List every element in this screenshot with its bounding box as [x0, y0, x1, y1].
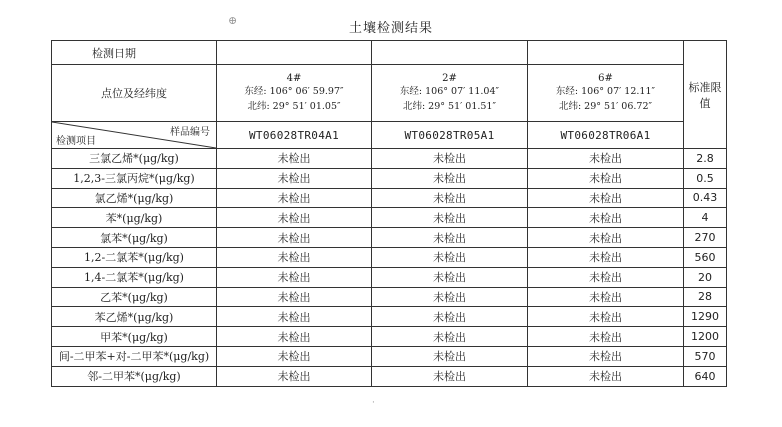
result-cell: 未检出 — [528, 149, 684, 169]
test-item: 苯乙烯*(μg/kg) — [52, 307, 217, 327]
result-cell: 未检出 — [217, 327, 372, 347]
point-header-3 — [528, 65, 684, 122]
date-cell — [528, 41, 684, 65]
soil-test-results-table — [51, 40, 727, 387]
result-cell: 未检出 — [528, 208, 684, 228]
result-cell: 未检出 — [217, 208, 372, 228]
test-item: 邻-二甲苯*(μg/kg) — [52, 366, 217, 386]
document-title: 土壤检测结果 — [348, 21, 433, 36]
limit-value: 20 — [684, 267, 727, 287]
table-row — [52, 168, 727, 188]
table-row — [52, 327, 727, 347]
result-cell: 未检出 — [372, 208, 528, 228]
result-cell: 未检出 — [372, 168, 528, 188]
result-cell: 未检出 — [217, 168, 372, 188]
result-cell: 未检出 — [217, 287, 372, 307]
test-item: 1,4-二氯苯*(μg/kg) — [52, 267, 217, 287]
result-cell: 未检出 — [528, 366, 684, 386]
sample-id-2: WT06028TR05A1 — [372, 122, 528, 149]
test-item: 间-二甲苯+对-二甲苯*(μg/kg) — [52, 346, 217, 366]
table-row — [52, 247, 727, 267]
result-cell: 未检出 — [217, 188, 372, 208]
test-item: 氯苯*(μg/kg) — [52, 228, 217, 248]
point-name: 2# — [442, 72, 457, 84]
point-latitude: 北纬: 29° 51′ 01.05″ — [247, 100, 341, 112]
test-item: 甲苯*(μg/kg) — [52, 327, 217, 347]
table-row — [52, 228, 727, 248]
date-cell — [217, 41, 372, 65]
limit-value: 570 — [684, 346, 727, 366]
result-cell: 未检出 — [528, 247, 684, 267]
result-cell: 未检出 — [217, 366, 372, 386]
result-cell: 未检出 — [528, 228, 684, 248]
result-cell: 未检出 — [372, 366, 528, 386]
test-item: 1,2-二氯苯*(μg/kg) — [52, 247, 217, 267]
point-longitude: 东经: 106° 07′ 11.04″ — [399, 85, 500, 97]
result-cell: 未检出 — [372, 307, 528, 327]
result-cell: 未检出 — [372, 188, 528, 208]
point-longitude: 东经: 106° 07′ 12.11″ — [555, 85, 656, 97]
limit-value: 28 — [684, 287, 727, 307]
table-row — [52, 346, 727, 366]
sample-id-3: WT06028TR06A1 — [528, 122, 684, 149]
result-cell: 未检出 — [217, 267, 372, 287]
sample-label: 样品编号 — [170, 127, 210, 138]
test-item: 三氯乙烯*(μg/kg) — [52, 149, 217, 169]
limit-value: 640 — [684, 366, 727, 386]
item-label: 检测项目 — [56, 136, 96, 147]
sample-id-1: WT06028TR04A1 — [217, 122, 372, 149]
result-cell: 未检出 — [372, 149, 528, 169]
header-row-sample — [52, 122, 727, 149]
result-cell: 未检出 — [372, 228, 528, 248]
limit-value: 560 — [684, 247, 727, 267]
results-body — [52, 149, 727, 387]
result-cell: 未检出 — [217, 247, 372, 267]
result-cell: 未检出 — [372, 346, 528, 366]
result-cell: 未检出 — [528, 168, 684, 188]
table-row — [52, 287, 727, 307]
test-item: 氯乙烯*(μg/kg) — [52, 188, 217, 208]
date-label: 检测日期 — [52, 41, 217, 65]
result-cell: 未检出 — [217, 307, 372, 327]
location-label: 点位及经纬度 — [52, 65, 217, 122]
point-header-2 — [372, 65, 528, 122]
limit-value: 1290 — [684, 307, 727, 327]
table-row — [52, 188, 727, 208]
limit-value: 0.5 — [684, 168, 727, 188]
point-latitude: 北纬: 29° 51′ 06.72″ — [558, 100, 653, 112]
limit-value: 1200 — [684, 327, 727, 347]
point-name: 4# — [286, 72, 302, 84]
result-cell: 未检出 — [372, 267, 528, 287]
header-row-location — [52, 65, 727, 122]
limit-value: 2.8 — [684, 149, 727, 169]
point-latitude: 北纬: 29° 51′ 01.51″ — [402, 100, 497, 112]
faint-stamp-mark: ⊕ — [228, 14, 238, 27]
header-row-date — [52, 41, 727, 65]
result-cell: 未检出 — [528, 307, 684, 327]
limit-value: 0.43 — [684, 188, 727, 208]
limit-header: 标准限值 — [684, 41, 727, 149]
point-name: 6# — [598, 72, 613, 84]
test-item: 1,2,3-三氯丙烷*(μg/kg) — [52, 168, 217, 188]
limit-value: 270 — [684, 228, 727, 248]
test-item: 苯*(μg/kg) — [52, 208, 217, 228]
result-cell: 未检出 — [217, 149, 372, 169]
result-cell: 未检出 — [528, 327, 684, 347]
test-item: 乙苯*(μg/kg) — [52, 287, 217, 307]
table-row — [52, 208, 727, 228]
scan-speck: · — [372, 398, 375, 408]
result-cell: 未检出 — [217, 346, 372, 366]
result-cell: 未检出 — [372, 247, 528, 267]
table-row — [52, 267, 727, 287]
result-cell: 未检出 — [217, 228, 372, 248]
date-cell — [372, 41, 528, 65]
result-cell: 未检出 — [528, 346, 684, 366]
table-row — [52, 149, 727, 169]
point-header-1 — [217, 65, 372, 122]
result-cell: 未检出 — [528, 188, 684, 208]
result-cell: 未检出 — [528, 287, 684, 307]
diagonal-header-cell — [52, 122, 217, 149]
limit-value: 4 — [684, 208, 727, 228]
table-row — [52, 366, 727, 386]
result-cell: 未检出 — [372, 327, 528, 347]
point-longitude: 东经: 106° 06′ 59.97″ — [244, 85, 344, 97]
result-cell: 未检出 — [372, 287, 528, 307]
table-row — [52, 307, 727, 327]
result-cell: 未检出 — [528, 267, 684, 287]
